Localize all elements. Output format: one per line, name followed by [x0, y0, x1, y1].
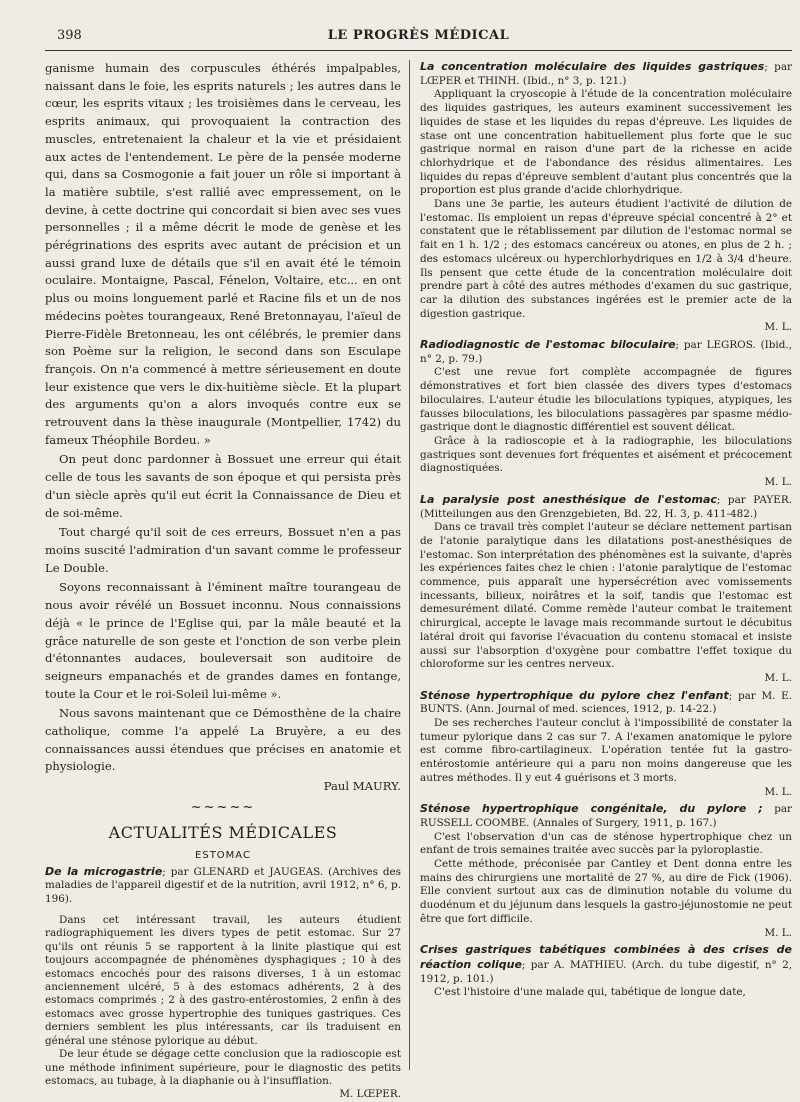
article-reference: ; par M. E. BUNTS. (Ann. Journal of med. sciences, 1912, p. 14-22.) — [420, 689, 792, 716]
article-paragraph: Cette méthode, préconisée par Cantley et Dent donna entre les mains des chirurgiens une mortalité de 27 %, au dire de Fick (1906). Elle convient surtout aux cas de diminution notable du volume du duodénum et du jéjunum dans lesquels la gastro-jéjunostomie ne peut être que fort difficile. — [420, 858, 792, 925]
article-paragraph: C'est l'observation d'un cas de sténose hypertrophique chez un enfant de trois semaines traitée avec succès par la pyloroplastie. — [420, 830, 792, 857]
article-reference: ; par LEGROS. (Ibid., n° 2, p. 79.) — [420, 339, 792, 365]
left-paragraph-5: Nous savons maintenant que ce Démosthène de la chaire catholique, comme l'a appelé La Bruyère, a eu des connaissances aussi étendues que précises en anatomie et physiologie. — [45, 706, 401, 774]
article-reference: ; par LŒPER et THINH. (Ibid., n° 3, p. 121.) — [420, 61, 792, 87]
article-signature: M. L. — [764, 926, 792, 939]
article-crises-gastriques — [420, 943, 792, 1000]
article-signature: M. LŒPER. — [339, 1088, 401, 1101]
article-title: La paralysie post anesthésique de l'estomac — [420, 492, 717, 506]
page-number: 398 — [57, 28, 82, 43]
article-paragraph: De ses recherches l'auteur conclut à l'impossibilité de constater la tumeur pylorique dans 2 cas sur 7. A l'examen anatomique le pylore est comme fibro-cartilagineux. L'opération tentée fut la gastro-entérostomie antérieure qui a paru non moins dangereuse que les autres méthodes. Il y eut 4 guérisons et 3 morts. — [420, 717, 792, 784]
header-rule — [45, 50, 792, 51]
article-title: Radiodiagnostic de l'estomac biloculaire — [420, 338, 676, 352]
journal-title: LE PROGRÈS MÉDICAL — [327, 28, 510, 43]
left-paragraph-3: Tout chargé qu'il soit de ces erreurs, Bossuet n'en a pas moins suscité l'admiration d'un savant comme le professeur Le Double. — [45, 525, 401, 575]
left-column — [45, 60, 410, 1101]
article-title: Sténose hypertrophique du pylore chez l'enfant — [420, 688, 729, 702]
article-radiodiagnostic — [420, 338, 792, 490]
article-title: La concentration moléculaire des liquides gastriques — [420, 60, 765, 73]
article-title: De la microgastrie — [45, 864, 163, 878]
article-signature: M. L. — [764, 671, 792, 684]
ornament-divider: ~~~~~ — [190, 799, 256, 815]
article-signature: M. L. — [764, 785, 792, 798]
right-column — [410, 60, 792, 1070]
left-paragraph-2: On peut donc pardonner à Bossuet une erreur qui était celle de tous les savants de son époque et qui persista près d'un siècle après qu'il eut écrit la Connaissance de Dieu et de soi-même. — [45, 452, 401, 520]
article-paralysie — [420, 493, 792, 686]
article-paragraph: De leur étude se dégage cette conclusion que la radioscopie est une méthode infiniment supérieure, pour le diagnostic des petits estomacs, au tubage, à la diaphanie ou à l'insufflation. — [45, 1048, 401, 1087]
article-author: Paul MAURY. — [323, 779, 401, 794]
page-header — [45, 28, 792, 48]
article-title: Sténose hypertrophique congénitale, du pylore ; — [420, 802, 763, 816]
article-paragraph: Grâce à la radioscopie et à la radiographie, les biloculations gastriques sont devenues fort fréquentes et aisément et précocement diagnostiquées. — [420, 434, 792, 475]
article-reference: ; par PAYER. (Mitteilungen aus den Grenzgebieten, Bd. 22, H. 3, p. 411-482.) — [420, 493, 792, 520]
article-microgastrie-heading — [45, 865, 401, 906]
article-concentration — [420, 60, 792, 335]
left-paragraph-4: Soyons reconnaissant à l'éminent maître tourangeau de nous avoir révélé un Bossuet inconnu. Nous connaissions déjà « le prince de l'Eglise qui, par la mâle beauté et la grâce naturelle de son geste et l'onction de son verbe plein d'étonnantes audaces, bouleversait son auditoire de seigneurs empanachés et de grandes dames en fontange, toute la Cour et le roi-Soleil lui-même ». — [45, 580, 401, 701]
article-stenose-congenitale — [420, 802, 792, 940]
article-title: Crises gastriques tabétiques combinées à des crises de réaction colique — [420, 943, 792, 971]
two-column-body — [45, 60, 793, 1101]
article-signature: M. L. — [764, 476, 792, 489]
article-paragraph: C'est l'histoire d'une malade qui, tabétique de longue date, — [434, 986, 746, 999]
article-reference: ; par GLENARD et JAUGEAS. (Archives des maladies de l'appareil digestif et de la nutrition, avril 1912, n° 6, p. 196). — [45, 865, 402, 905]
article-paragraph: C'est une revue fort complète accompagnée de figures démonstratives et fort bien classée des divers types d'estomacs biloculaires. L'auteur étudie les biloculations typiques, atypiques, les fausses biloculations, les biloculations passagères par spasme médio-gastrique dont le diagnostic différentiel est souvent délicat. — [420, 366, 792, 434]
article-reference: par RUSSELL COOMBE. (Annales of Surgery, 1911, p. 167.) — [420, 803, 793, 829]
article-paragraph: Appliquant la cryoscopie à l'étude de la concentration moléculaire des liquides gastriques, les auteurs examinent successivement les liquides de stase et les liquides du repas d'épreuve. Les liquides de stase ont une concentration habituellement plus forte que le suc gastrique normal en raison d'une part de la richesse en acide chlorhydrique et de l'abondance des résidus alimentaires. Les liquides du repas d'épreuve semblent d'autant plus concentrés que la proportion est plus grande d'acide chlorhydrique. — [420, 88, 792, 197]
subsection-title: ESTOMAC — [195, 849, 251, 861]
article-paragraph: Dans une 3e partie, les auteurs étudient l'activité de dilution de l'estomac. Ils emploient un repas d'épreuve spécial concentré à 2° et constatent que le rétablissement par dilution de l'estomac normal se fait en 1 h. 1/2 ; des estomacs cancéreux ou atones, en plus de 2 h. ; des estomacs ulcéreux ou hyperchlorhydriques en 1/2 à 3/4 d'heure. Ils pensent que cette étude de la concentration moléculaire doit prendre part à côté des autres méthodes d'examen du suc gastrique, car la dilution des substances ingérées est le premier acte de la digestion gastrique. — [420, 198, 792, 320]
article-stenose-enfant — [420, 689, 792, 800]
article-signature: M. L. — [764, 321, 792, 334]
article-paragraph: Dans cet intéressant travail, les auteurs étudient radiographiquement les divers types de petit estomac. Sur 27 qu'ils ont réunis 5 se rapportent à la linite plastique qui est toujours accompagnée de phénomènes dysphagiques ; 10 à des estomacs encochés pour des raisons diverses, 1 à un estomac anciennement ulcéré, 5 à des estomacs adhérents, 2 à des estomacs comprimés ; 2 à des gastro-entérostomies, 2 enfin à des estomacs avec grosse hypertrophie des tuniques gastriques. Ces derniers semblent les plus intéressants, car ils traduisent en général une sténose pylorique au début. — [45, 914, 401, 1047]
article-reference: ; par A. MATHIEU. (Arch. du tube digestif, n° 2, 1912, p. 101.) — [420, 959, 793, 985]
article-paragraph: Dans ce travail très complet l'auteur se déclare nettement partisan de l'atonie paralytique dans les dilatations post-anesthésiques de l'estomac. Son interprétation des phénomènes est la suivante, d'après les expériences faites chez le chien : l'atonie paralytique de l'estomac commence, puis apparaît une hypersécrétion avec vomissements incessants, bilieux, noirâtres et la soif, tandis que l'estomac est demesurément dilaté. Comme remède l'auteur combat le traitement chirurgical, accepte le lavage mais recommande surtout le décubitus latéral droit qui favorise l'évacuation du contenu stomacal et insiste aussi sur l'absorption d'oxygène pour combattre l'effet toxique du chloroforme sur les centres nerveux. — [420, 521, 792, 671]
left-paragraph-1: ganisme humain des corpuscules éthérés impalpables, naissant dans le foie, les esprits naturels ; les autres dans le cœur, les esprits vitaux ; les troisièmes dans le cerveau, les esprits animaux, qui provoquaient la contraction des muscles, entretenaient la chaleur et la vie et présidaient aux actes de l'entendement. Le père de la pensée moderne qui, dans sa Cosmogonie a fait jouer un rôle si important à la matière subtile, s'est rallié avec empressement, on le devine, à cette doctrine qui concordait si bien avec ses vues personnelles ; il a même décrit le mode de genèse et les pérégrinations des esprits avec autant de précision et un aussi grand luxe de détails que s'il en avait été le témoin oculaire. Montaigne, Pascal, Fénelon, Voltaire, etc... en ont plus ou moins longuement parlé et Racine fils et un de nos médecins poètes tourangeaux, René Bretonnayau, l'aïeul de Pierre-Fidèle Bretonneau, les ont célébrés, le premier dans son Poème sur la religion, le second dans son Esculape françois. On n'a commencé à mettre sérieusement en doute leur existence que vers le dix-huitième siècle. Et la plupart des arguments qu'on a alors invoqués contre eux se retrouvent dans la thèse inaugurale (Montpellier, 1742) du fameux Théophile Bordeu. » — [45, 61, 401, 447]
section-title: ACTUALITÉS MÉDICALES — [108, 822, 338, 842]
